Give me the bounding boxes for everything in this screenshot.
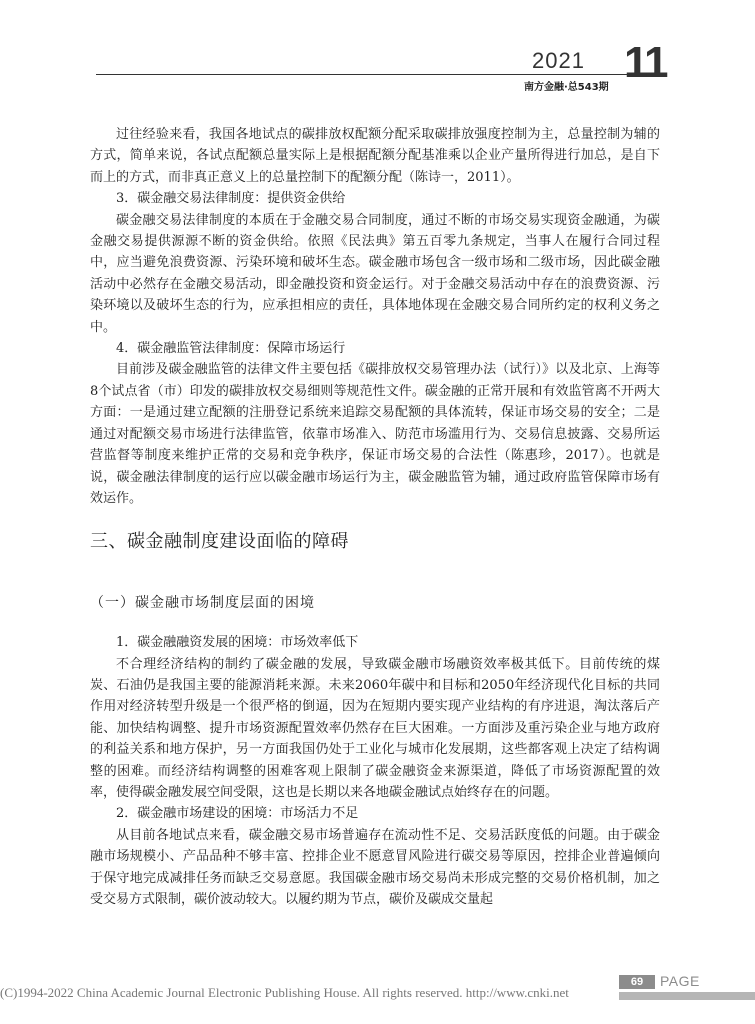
paragraph: 碳金融交易法律制度的本质在于金融交易合同制度，通过不断的市场交易实现资金融通，为碳金融交易提供源源不断的资金供给。依照《民法典》第五百零九条规定，当事人在履行合同过程中，应当避免浪费资源、污染环境和破坏生态。碳金融市场包含一级市场和二级市场，因此碳金融活动中必然存在金融交易活动，即金融投资和资金运行。对于金融交易活动中存在的浪费资源、污染环境以及破坏生态的行为，应承担相应的责任，具体地体现在金融交易合同所约定的权利义务之中。: [90, 212, 660, 335]
header-issue-number: 11: [624, 38, 667, 87]
header-year: 2021: [532, 48, 585, 73]
paragraph: 从目前各地试点来看，碳金融交易市场普遍存在流动性不足、交易活跃度低的问题。由于碳金融市场规模小、产品品种不够丰富、控排企业不愿意冒风险进行碳交易等原因，控排企业普遍倾向于保守地完成减排任务而缺乏交易意愿。我国碳金融市场交易尚未形成完整的交易价格机制，加之受交易方式限制，碳价波动较大。以履约期为节点，碳价及碳成交量起: [90, 827, 660, 907]
paragraph: 不合理经济结构的制约了碳金融的发展，导致碳金融市场融资效率极其低下。目前传统的煤炭、石油仍是我国主要的能源消耗来源。未来2060年碳中和目标和2050年经济现代化目标的共同作用对经济转型升级是一个很严格的倒逼，因为在短期内要实现产业结构的有序进退，淘汰落后产能、加快结构调整、提升市场资源配置效率仍然存在巨大困难。一方面涉及重污染企业与地方政府的利益关系和地方保护，另一方面我国仍处于工业化与城市化发展期，这些都客观上决定了结构调整的困难。而经济结构调整的困难客观上限制了碳金融资金来源渠道，降低了市场资源配置的效率，使得碳金融发展空间受限，这也是长期以来各地碳金融试点始终存在的问题。: [90, 656, 660, 800]
section-title: 三、碳金融制度建设面临的障碍: [90, 531, 349, 553]
paragraph: 目前涉及碳金融监管的法律文件主要包括《碳排放权交易管理办法（试行）》以及北京、上海等8个试点省（市）印发的碳排放权交易细则等规范性文件。碳金融的正常开展和有效监管离不开两大方面：一是通过建立配额的注册登记系统来追踪交易配额的具体流转，保证市场交易的安全；二是通过对配额交易市场进行法律监管，依靠市场准入、防范市场滥用行为、交易信息披露、交易所运营监督等制度来维护正常的交易和竞争秩序，保证市场交易的合法性（陈惠珍，2017）。也就是说，碳金融法律制度的运行应以碳金融市场运行为主，碳金融监管为辅，通过政府监管保障市场有效运作。: [90, 362, 660, 506]
header-rule: [96, 74, 636, 75]
subsection-title: （一）碳金融市场制度层面的困境: [90, 594, 315, 611]
page-label: PAGE: [660, 973, 700, 989]
paragraph: 过往经验来看，我国各地试点的碳排放权配额分配采取碳排放强度控制为主，总量控制为辅的方式，简单来说，各试点配额总量实际上是根据配额分配基准乘以企业产量所得进行加总，是自下而上的方式，而非真正意义上的总量控制下的配额分配（陈诗一，2011）。: [90, 127, 660, 185]
heading-3: 3．碳金融交易法律制度：提供资金供给: [116, 191, 346, 207]
header-journal-name: 南方金融·总543期: [524, 82, 609, 93]
page-number-box: 69: [619, 975, 655, 989]
heading-5: 1．碳金融融资发展的困境：市场效率低下: [116, 635, 359, 651]
page-bar: [619, 992, 755, 1000]
heading-4: 4．碳金融监管法律制度：保障市场运行: [116, 341, 346, 357]
copyright-notice: (C)1994-2022 China Academic Journal Electronic Publishing House. All rights reserved. http://www.cnki.net: [0, 985, 569, 1000]
article-body: [90, 124, 660, 910]
heading-6: 2．碳金融市场建设的困境：市场活力不足: [116, 806, 359, 822]
